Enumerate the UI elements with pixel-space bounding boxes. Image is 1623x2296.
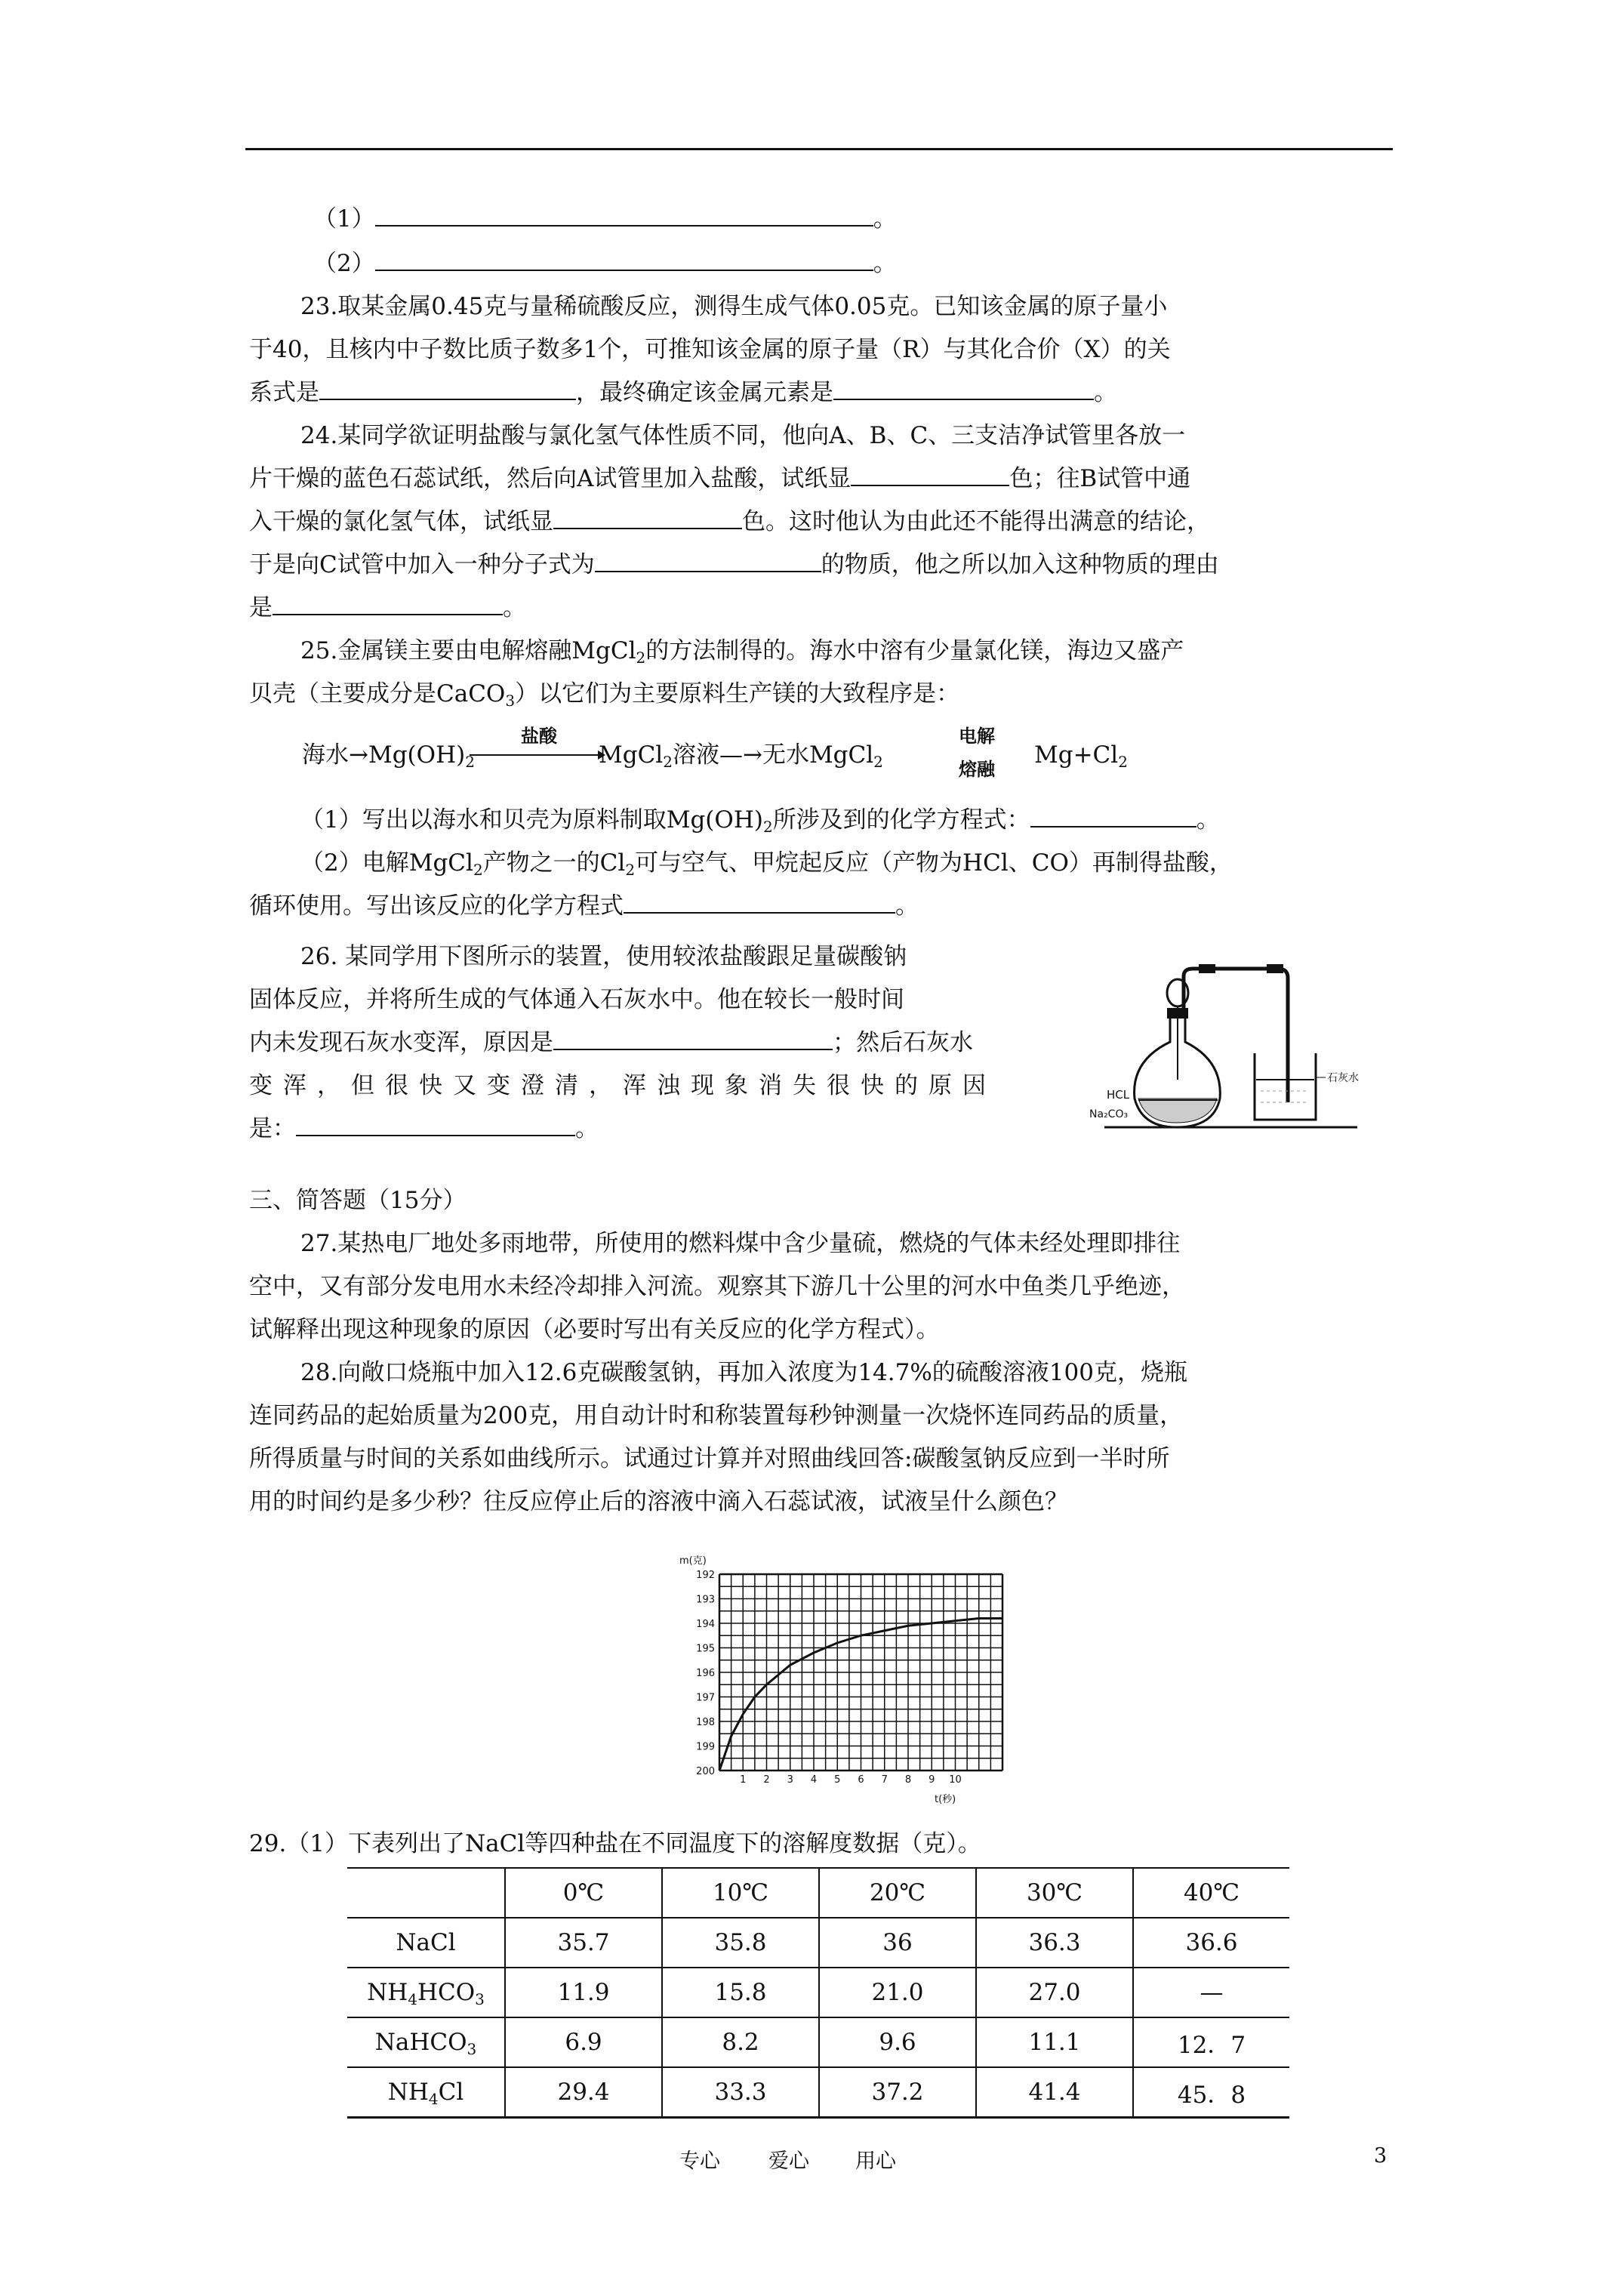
x-axis-label: t(秒): [935, 1794, 956, 1805]
subscript: 4: [428, 2090, 439, 2108]
subscript: 2: [636, 649, 646, 667]
table-cell: 9.6: [819, 2017, 976, 2067]
q23-line1: 23.取某金属0.45克与量稀硫酸反应，测得生成气体0.05克。已知该金属的原子量小: [300, 293, 1168, 320]
text: 是: [249, 594, 273, 621]
text: NaHCO: [374, 2029, 467, 2056]
text: 产物之一的Cl: [482, 849, 626, 877]
salt-name-cell: NaCl: [347, 1918, 505, 1968]
table-cell: 15.8: [662, 1968, 819, 2017]
table-header-cell: 10℃: [662, 1868, 819, 1918]
answer-blank[interactable]: [553, 1026, 833, 1050]
subscript: 2: [473, 861, 483, 879]
table-cell: 36.6: [1133, 1918, 1289, 1968]
molten-label: 熔融: [959, 758, 995, 780]
q28-line1: 28.向敞口烧瓶中加入12.6克碳酸氢钠，再加入浓度为14.7%的硫酸溶液100克，烧瓶: [300, 1359, 1187, 1386]
text: 贝壳（主要成分是CaCO: [249, 680, 506, 707]
table-row: [347, 1968, 1289, 2017]
text: 。: [895, 892, 919, 920]
x-tick-label: 10: [949, 1774, 962, 1786]
electrolysis-label: 电解: [959, 725, 995, 747]
subscript: 2: [663, 753, 673, 771]
text: NH: [367, 1979, 408, 2006]
tube-clamp: [1267, 964, 1283, 973]
label-hcl: HCL: [1107, 1088, 1130, 1102]
x-tick-label: 1: [740, 1774, 747, 1786]
table-cell: 6.9: [505, 2017, 662, 2067]
table-cell: 33.3: [662, 2067, 819, 2118]
table-cell: 36: [819, 1918, 976, 1968]
q25-flow-mgcl2: [599, 738, 883, 772]
text: MgCl: [599, 741, 664, 769]
q26-line1: 26. 某同学用下图所示的装置，使用较浓盐酸跟足量碳酸钠: [300, 943, 907, 970]
y-tick-label: 196: [696, 1668, 715, 1679]
x-tick-label: 2: [763, 1774, 770, 1786]
subscript: 2: [625, 861, 636, 879]
subscript: 2: [873, 753, 883, 771]
q28-line3: 所得质量与时间的关系如曲线所示。试通过计算并对照曲线回答:碳酸氢钠反应到一半时所: [249, 1445, 1170, 1472]
text: ）以它们为主要原料生产镁的大致程序是：: [515, 680, 960, 707]
answer-blank[interactable]: [851, 462, 1009, 486]
table-cell: 8.2: [662, 2017, 819, 2067]
text: 海水→Mg(OH): [302, 741, 466, 769]
salt-name-cell: [347, 2067, 505, 2118]
text: Mg+Cl: [1034, 741, 1119, 769]
y-axis-label: m(克): [679, 1555, 707, 1567]
answer-blank[interactable]: [833, 376, 1094, 400]
subscript: 3: [467, 2040, 477, 2058]
text: 。: [503, 594, 526, 621]
subscript: 3: [475, 1990, 485, 2008]
label-limewater: 石灰水: [1327, 1072, 1359, 1084]
arrow-label-hcl: 盐酸: [521, 725, 557, 747]
q22-sub2-label: （2）: [313, 250, 375, 277]
q25-line1: [300, 634, 1184, 667]
x-tick-label: 6: [858, 1774, 864, 1786]
q24-line5: [249, 591, 526, 624]
text: （1）写出以海水和贝壳为原料制取Mg(OH): [300, 806, 763, 834]
table-cell: 12．7: [1133, 2017, 1289, 2067]
text: ，最终确定该金属元素是: [576, 379, 833, 406]
text: 的方法制得的。海水中溶有少量氯化镁，海边又盛产: [645, 637, 1184, 664]
header-rule: [245, 148, 1393, 150]
salt-name-cell: [347, 1968, 505, 2017]
text: 的物质，他之所以加入这种物质的理由: [821, 551, 1219, 578]
q24-line3: [249, 505, 1210, 538]
y-tick-label: 199: [696, 1741, 715, 1753]
text: 可与空气、甲烷起反应（产物为HCl、CO）再制得盐酸，: [635, 849, 1233, 877]
q28-line2: 连同药品的起始质量为200克，用自动计时和称装置每秒钟测量一次烧怀连同药品的质量，: [249, 1402, 1184, 1429]
q22-line2: [313, 247, 897, 280]
table-cell: 35.8: [662, 1918, 819, 1968]
answer-blank[interactable]: [375, 202, 873, 227]
page-number: 3: [1374, 2144, 1387, 2168]
text: 。: [575, 1115, 599, 1142]
q25-flow-products: [1034, 738, 1128, 772]
text: （2）电解MgCl: [300, 849, 473, 877]
text: 循环使用。写出该反应的化学方程式: [249, 892, 624, 920]
answer-blank[interactable]: [319, 376, 576, 400]
y-tick-label: 193: [696, 1594, 715, 1606]
x-tick-label: 7: [881, 1774, 888, 1786]
answer-blank[interactable]: [553, 505, 742, 529]
table-cell: 11.9: [505, 1968, 662, 2017]
answer-blank[interactable]: [624, 889, 895, 914]
q27-line3: 试解释出现这种现象的原因（必要时写出有关反应的化学方程式）。: [249, 1316, 940, 1343]
table-header-cell: 30℃: [976, 1868, 1133, 1918]
text: 溶液—→无水MgCl: [672, 741, 874, 769]
x-tick-label: 4: [810, 1774, 818, 1786]
answer-blank[interactable]: [1030, 803, 1196, 827]
text: 。: [1094, 379, 1117, 406]
table-row: [347, 2017, 1289, 2067]
section-title: 三、简答题（15分）: [249, 1187, 467, 1214]
table-cell: 45．8: [1133, 2067, 1289, 2118]
table-cell: 35.7: [505, 1918, 662, 1968]
table-header-cell: 0℃: [505, 1868, 662, 1918]
table-row: [347, 2067, 1289, 2118]
subscript: 4: [408, 1990, 417, 2008]
q24-line2: [249, 462, 1190, 495]
table-header-cell: 20℃: [819, 1868, 976, 1918]
text: 内未发现石灰水变浑，原因是: [249, 1029, 553, 1056]
text: 系式是: [249, 379, 319, 406]
q29-line1: 29.（1）下表列出了NaCl等四种盐在不同温度下的溶解度数据（克）。: [249, 1830, 981, 1857]
text: 入干燥的氯化氢气体，试纸显: [249, 508, 553, 535]
table-cell: 29.4: [505, 2067, 662, 2118]
reaction-arrow: [470, 747, 605, 763]
period: 。: [873, 250, 897, 277]
y-tick-label: 195: [696, 1643, 715, 1655]
footer-motto-3: 用心: [855, 2150, 896, 2173]
text: HCO: [417, 1979, 476, 2006]
x-tick-label: 5: [834, 1774, 841, 1786]
table-header-row: [347, 1868, 1289, 1918]
q26-line2: 固体反应，并将所生成的气体通入石灰水中。他在较长一般时间: [249, 986, 904, 1013]
y-tick-label: 197: [696, 1692, 715, 1704]
q25-sub2-cont: [249, 889, 919, 923]
table-cell: 36.3: [976, 1918, 1133, 1968]
mass-time-chart: [670, 1552, 1018, 1808]
subscript: 3: [505, 692, 516, 710]
subscript: 2: [465, 753, 475, 771]
q25-line2: [249, 677, 959, 710]
q24-line1: 24.某同学欲证明盐酸与氯化氢气体性质不同，他向A、B、C、三支洁净试管里各放一: [300, 422, 1186, 449]
text: 片干燥的蓝色石蕊试纸，然后向A试管里加入盐酸，试纸显: [249, 465, 852, 492]
x-tick-label: 9: [929, 1774, 935, 1786]
text: Cl: [438, 2079, 464, 2106]
q25-sub1: [300, 803, 1220, 837]
text: NH: [387, 2079, 429, 2106]
period: 。: [873, 205, 897, 233]
x-tick-label: 3: [787, 1774, 793, 1786]
table-cell: 37.2: [819, 2067, 976, 2118]
subscript: 2: [762, 818, 773, 836]
y-tick-label: 200: [696, 1766, 715, 1777]
q25-sub2: [300, 846, 1233, 880]
table-cell: —: [1133, 1968, 1289, 2017]
q26-line3: [249, 1026, 973, 1059]
tube-clamp: [1199, 964, 1215, 973]
salt-name-cell: [347, 2017, 505, 2067]
q22-sub1-label: （1）: [313, 205, 375, 233]
q26-line4: 变浑，但很快又变澄清，浑浊现象消失很快的原因: [249, 1072, 996, 1099]
table-header-cell: 40℃: [1133, 1868, 1289, 1918]
y-tick-label: 194: [696, 1619, 715, 1630]
text: 色。这时他认为由此还不能得出满意的结论，: [742, 508, 1210, 535]
q28-line4: 用的时间约是多少秒？往反应停止后的溶液中滴入石蕊试液，试液呈什么颜色？: [249, 1488, 1068, 1515]
answer-blank[interactable]: [273, 591, 503, 615]
y-tick-label: 198: [696, 1717, 715, 1728]
gas-apparatus-figure: [1086, 948, 1372, 1136]
text: 所涉及到的化学方程式：: [772, 806, 1030, 834]
q23-line3: [249, 376, 1117, 409]
answer-blank[interactable]: [595, 548, 821, 572]
subscript: 2: [1118, 753, 1128, 771]
q27-line1: 27.某热电厂地处多雨地带，所使用的燃料煤中含少量硫，燃烧的气体未经处理即排往: [300, 1230, 1181, 1257]
text: 色；往B试管中通: [1009, 465, 1191, 492]
text: 。: [1196, 806, 1220, 834]
answer-blank[interactable]: [296, 1112, 575, 1136]
label-na2co3: Na₂CO₃: [1089, 1108, 1129, 1120]
text: ；然后石灰水: [833, 1029, 973, 1056]
answer-blank[interactable]: [375, 247, 873, 271]
table-header-cell: [347, 1868, 505, 1918]
q23-line2: 于40，且核内中子数比质子数多1个，可推知该金属的原子量（R）与其化合价（X）的关: [249, 336, 1171, 363]
table-cell: 27.0: [976, 1968, 1133, 2017]
q22-line1: [313, 202, 897, 236]
q25-flow-start: [302, 738, 475, 772]
solubility-table: [347, 1867, 1289, 2119]
footer-motto-2: 爱心: [768, 2150, 809, 2173]
q24-line4: [249, 548, 1219, 581]
q26-line5: [249, 1112, 599, 1145]
table-cell: 21.0: [819, 1968, 976, 2017]
y-tick-label: 192: [696, 1570, 715, 1581]
text: 25.金属镁主要由电解熔融MgCl: [300, 637, 636, 664]
q27-line2: 空中，又有部分发电用水未经冷却排入河流。观察其下游几十公里的河水中鱼类几乎绝迹，: [249, 1273, 1185, 1300]
footer-motto-1: 专心: [679, 2150, 720, 2173]
text: 于是向C试管中加入一种分子式为: [249, 551, 595, 578]
x-tick-label: 8: [904, 1774, 912, 1786]
table-row: [347, 1918, 1289, 1968]
table-cell: 41.4: [976, 2067, 1133, 2118]
text: 是：: [249, 1115, 296, 1142]
table-cell: 11.1: [976, 2017, 1133, 2067]
